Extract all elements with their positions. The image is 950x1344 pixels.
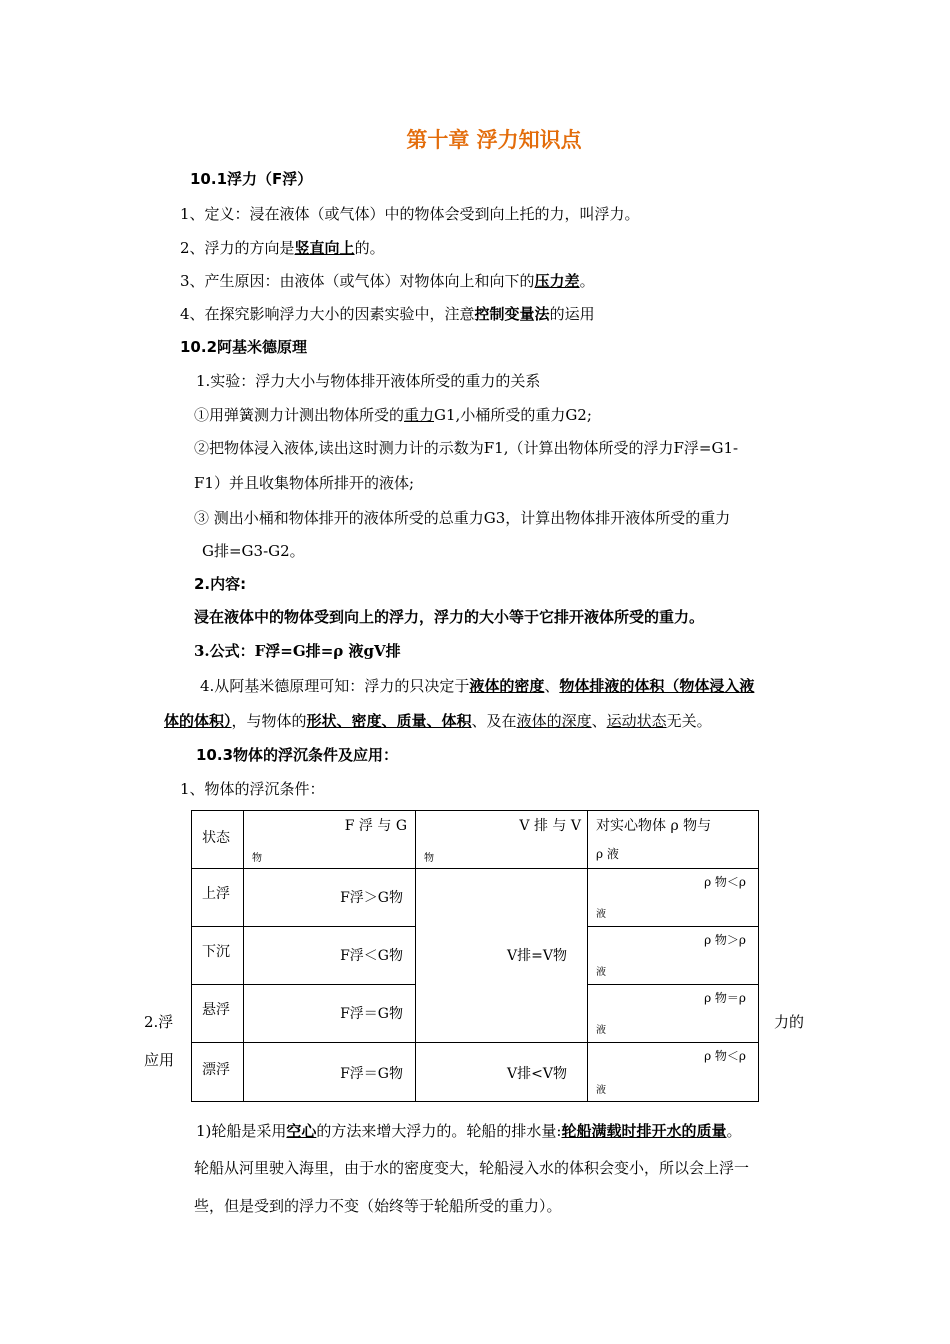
conclusion-line-2 [164,710,712,731]
paragraph-cause [180,270,595,291]
force-relation: F浮＜G物 [340,948,403,964]
emphasis-gravity: 重力 [404,406,435,424]
state-suspended: 悬浮 [202,1002,230,1018]
text-segment: ，与物体的 [231,712,307,730]
density-relation: ρ 物＜ρ [704,875,746,889]
content-label: 2.内容: [194,575,247,593]
paragraph-control-variable [180,303,595,324]
emphasis-pressure-difference: 压力差 [534,272,580,290]
section-heading-10-3: 10.3物体的浮沉条件及应用： [196,746,399,764]
density-relation-sub: 液 [596,1085,606,1096]
ship-paragraph-line-2: 轮船从河里驶入海里，由于水的密度变大，轮船浸入水的体积会变小，所以会上浮一 [194,1159,750,1177]
density-relation: ρ 物＞ρ [704,933,746,947]
side-text-right: 力的 [774,1013,805,1031]
section-heading-10-2: 10.2阿基米德原理 [180,338,308,356]
paragraph-definition: 1、定义：浸在液体（或气体）中的物体会受到向上托的力，叫浮力。 [180,205,640,223]
density-relation: ρ 物＜ρ [704,1049,746,1063]
formula: 3.公式：F浮=G排=ρ 液gV排 [194,642,401,660]
table-cell-force [243,868,416,927]
emphasis-liquid-density: 液体的密度 [469,677,545,695]
experiment-step-2-line-1: ②把物体浸入液体,读出这时测力计的示数为F1,（计算出物体所受的浮力F浮=G1- [194,439,739,457]
text-segment: 、及在 [471,712,517,730]
header-buoyancy-vs-gravity-sub: 物 [252,853,262,864]
table-cell-density [587,1042,759,1102]
text-segment: 的方法来增大浮力的。轮船的排水量: [316,1122,562,1140]
density-relation-sub: 液 [596,967,606,978]
table-cell-state [191,868,244,927]
table-cell-force [243,1042,416,1102]
text-segment: 、 [544,677,560,695]
experiment-title: 1.实验：浮力大小与物体排开液体所受的重力的关系 [196,372,541,390]
header-buoyancy-vs-gravity: F 浮 与 G [344,818,407,834]
page-title: 第十章 浮力知识点 [406,128,582,152]
state-floating: 漂浮 [202,1062,230,1078]
emphasis-liquid-depth: 液体的深度 [516,712,592,730]
table-cell-state [191,1042,244,1102]
table-header-cell [243,810,416,869]
table-cell-force [243,926,416,985]
text-segment: 4、在探究影响浮力大小的因素实验中，注意 [180,305,475,323]
table-header-cell [191,810,244,869]
header-displaced-vs-object-volume: V 排 与 V [519,818,581,834]
force-relation: F浮＝G物 [340,1006,403,1022]
emphasis-displacement-definition: 轮船满载时排开水的质量 [561,1122,727,1140]
text-segment: 的。 [354,239,385,257]
text-segment: 3、产生原因：由液体（或气体）对物体向上和向下的 [180,272,535,290]
density-relation-sub: 液 [596,909,606,920]
text-segment: 。 [726,1122,742,1140]
volume-relation-less: V排<V物 [507,1066,567,1082]
table-cell-density [587,868,759,927]
header-state: 状态 [202,830,230,846]
force-relation: F浮＞G物 [340,890,403,906]
text-segment: ①用弹簧测力计测出物体所受的 [194,406,405,424]
text-segment: 4.从阿基米德原理可知：浮力的只决定于 [200,677,470,695]
text-segment: 、 [591,712,607,730]
experiment-step-1 [194,404,592,425]
emphasis-shape-density-mass-volume: 形状、密度、质量、体积 [306,712,472,730]
floating-conditions-label: 1、物体的浮沉条件： [180,780,325,798]
emphasis-control-variable: 控制变量法 [474,305,550,323]
text-segment: 无关。 [666,712,712,730]
force-relation: F浮＝G物 [340,1066,403,1082]
volume-relation-equal: V排=V物 [507,948,567,964]
emphasis-vertical-up: 竖直向上 [294,239,355,257]
emphasis-motion-state: 运动状态 [606,712,667,730]
table-cell-force [243,984,416,1043]
table-cell-state [191,984,244,1043]
table-cell-state [191,926,244,985]
ship-paragraph-line-1 [196,1120,742,1141]
text-segment: G1,小桶所受的重力G2; [434,406,592,424]
table-header-cell [587,810,759,869]
table-cell-volume-merged [415,868,588,1043]
table-cell-density [587,984,759,1043]
text-segment: 的运用 [549,305,595,323]
paragraph-direction [180,237,385,258]
text-segment: 2、浮力的方向是 [180,239,295,257]
table-header-cell [415,810,588,869]
experiment-step-2-line-2: F1）并且收集物体所排开的液体; [194,474,415,492]
section-heading-10-1: 10.1浮力（F浮） [190,170,313,188]
side-text-left-1: 2.浮 [144,1013,174,1031]
density-relation: ρ 物＝ρ [704,991,746,1005]
emphasis-immersed-volume: 体的体积） [164,712,232,730]
header-density-compare: 对实心物体 ρ 物与 [596,818,712,834]
side-text-left-2: 应用 [144,1051,175,1069]
state-sinking: 下沉 [202,944,230,960]
header-displaced-vs-object-volume-sub: 物 [424,853,434,864]
table-cell-volume [415,1042,588,1102]
archimedes-principle: 浸在液体中的物体受到向上的浮力，浮力的大小等于它排开液体所受的重力。 [194,608,705,626]
state-rising: 上浮 [202,886,230,902]
emphasis-displaced-volume: 物体排液的体积（物体浸入液 [559,677,755,695]
header-density-compare-sub: ρ 液 [596,847,619,861]
density-relation-sub: 液 [596,1025,606,1036]
floating-conditions-table [191,810,759,1102]
text-segment: 1)轮船是采用 [196,1122,287,1140]
emphasis-hollow: 空心 [286,1122,317,1140]
ship-paragraph-line-3: 些，但是受到的浮力不变（始终等于轮船所受的重力）。 [194,1197,562,1215]
experiment-step-3-line-1: ③ 测出小桶和物体排开的液体所受的总重力G3，计算出物体排开液体所受的重力 [194,509,731,527]
text-segment: 。 [579,272,595,290]
conclusion-line-1 [200,675,754,696]
table-cell-density [587,926,759,985]
experiment-step-3-line-2: G排=G3-G2。 [202,542,305,560]
